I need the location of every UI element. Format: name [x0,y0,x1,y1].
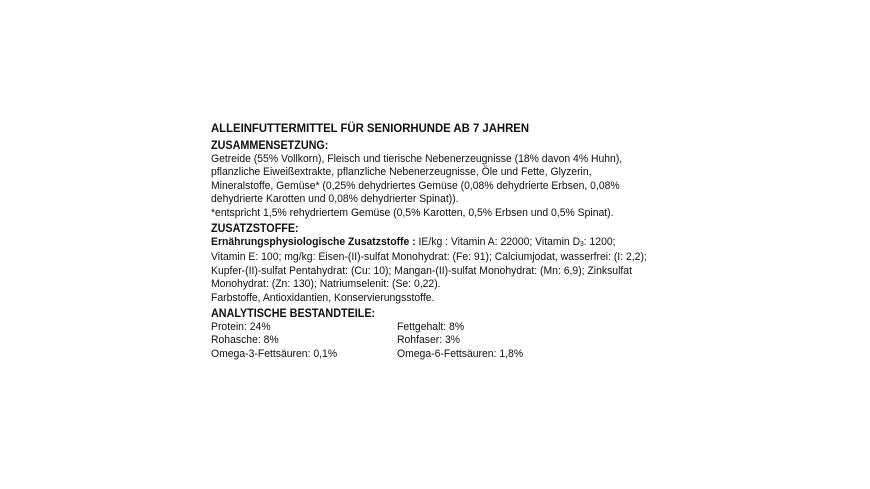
analytical-item-ash: Rohasche: 8% [211,334,279,347]
composition-heading: ZUSAMMENSETZUNG: [211,139,329,152]
nutritional-additives-label: Ernährungsphysiologische Zusatzstoffe : [211,236,416,249]
additives-heading: ZUSATZSTOFFE: [211,222,299,236]
additives-vitamins-text: IE/kg : Vitamin A: 22000; Vitamin D [415,236,581,249]
composition-footnote: *entspricht 1,5% rehydriertem Gemüse (0,5% Karotten, 0,5% Erbsen und 0,5% Spinat). [211,206,614,219]
additives-minerals-text: : 1200; Vitamin E: 100; mg/kg: Eisen-(II)-sulfat Monohydrat: (Fe: 91); Calciumjodat, wasserfrei: (I: 2,2); Kupfer-(II)-sulfat Pentahydrat: (Cu: 10); Mangan-(II)-sulfat Monohydrat: (Mn: 6,9); Zinksulfat Monohydrat: (Zn: 130); Natriumselenit: (Se: 0,22). [211,236,647,291]
additives-other: Farbstoffe, Antioxidantien, Konservierungsstoffe. [211,291,435,304]
analytical-item-fibre: Rohfaser: 3% [397,334,461,347]
composition-text: Getreide (55% Vollkorn), Fleisch und tierische Nebenerzeugnisse (18% davon 4% Huhn), pflanzliche Eiweißextrakte, pflanzliche Nebenerzeugnisse, Öle und Fette, Glyzerin, Mineralstoffe, Gemüse* (0,25% dehydriertes Gemüse (0,08% dehydrierte Erbsen, 0,08% dehydrierte Karotten und 0,08% dehydrierter Spinat)). [211,153,623,206]
analytical-heading: ANALYTISCHE BESTANDTEILE: [211,307,376,321]
additives-section [211,222,648,305]
label-title: ALLEINFUTTERMITTEL FÜR SENIORHUNDE AB 7 JAHREN [211,121,530,135]
analytical-item-fat: Fettgehalt: 8% [397,321,465,334]
analytical-item-omega6: Omega-6-Fettsäuren: 1,8% [397,347,524,360]
analytical-item-omega3: Omega-3-Fettsäuren: 0,1% [211,347,338,360]
product-label [211,121,648,361]
vitamin-d-subscript: 3 [580,241,584,249]
analytical-item-protein: Protein: 24% [211,321,271,334]
analytical-section [211,307,648,361]
additives-text [211,236,648,292]
analytical-grid [211,321,648,361]
composition-section [211,139,648,220]
